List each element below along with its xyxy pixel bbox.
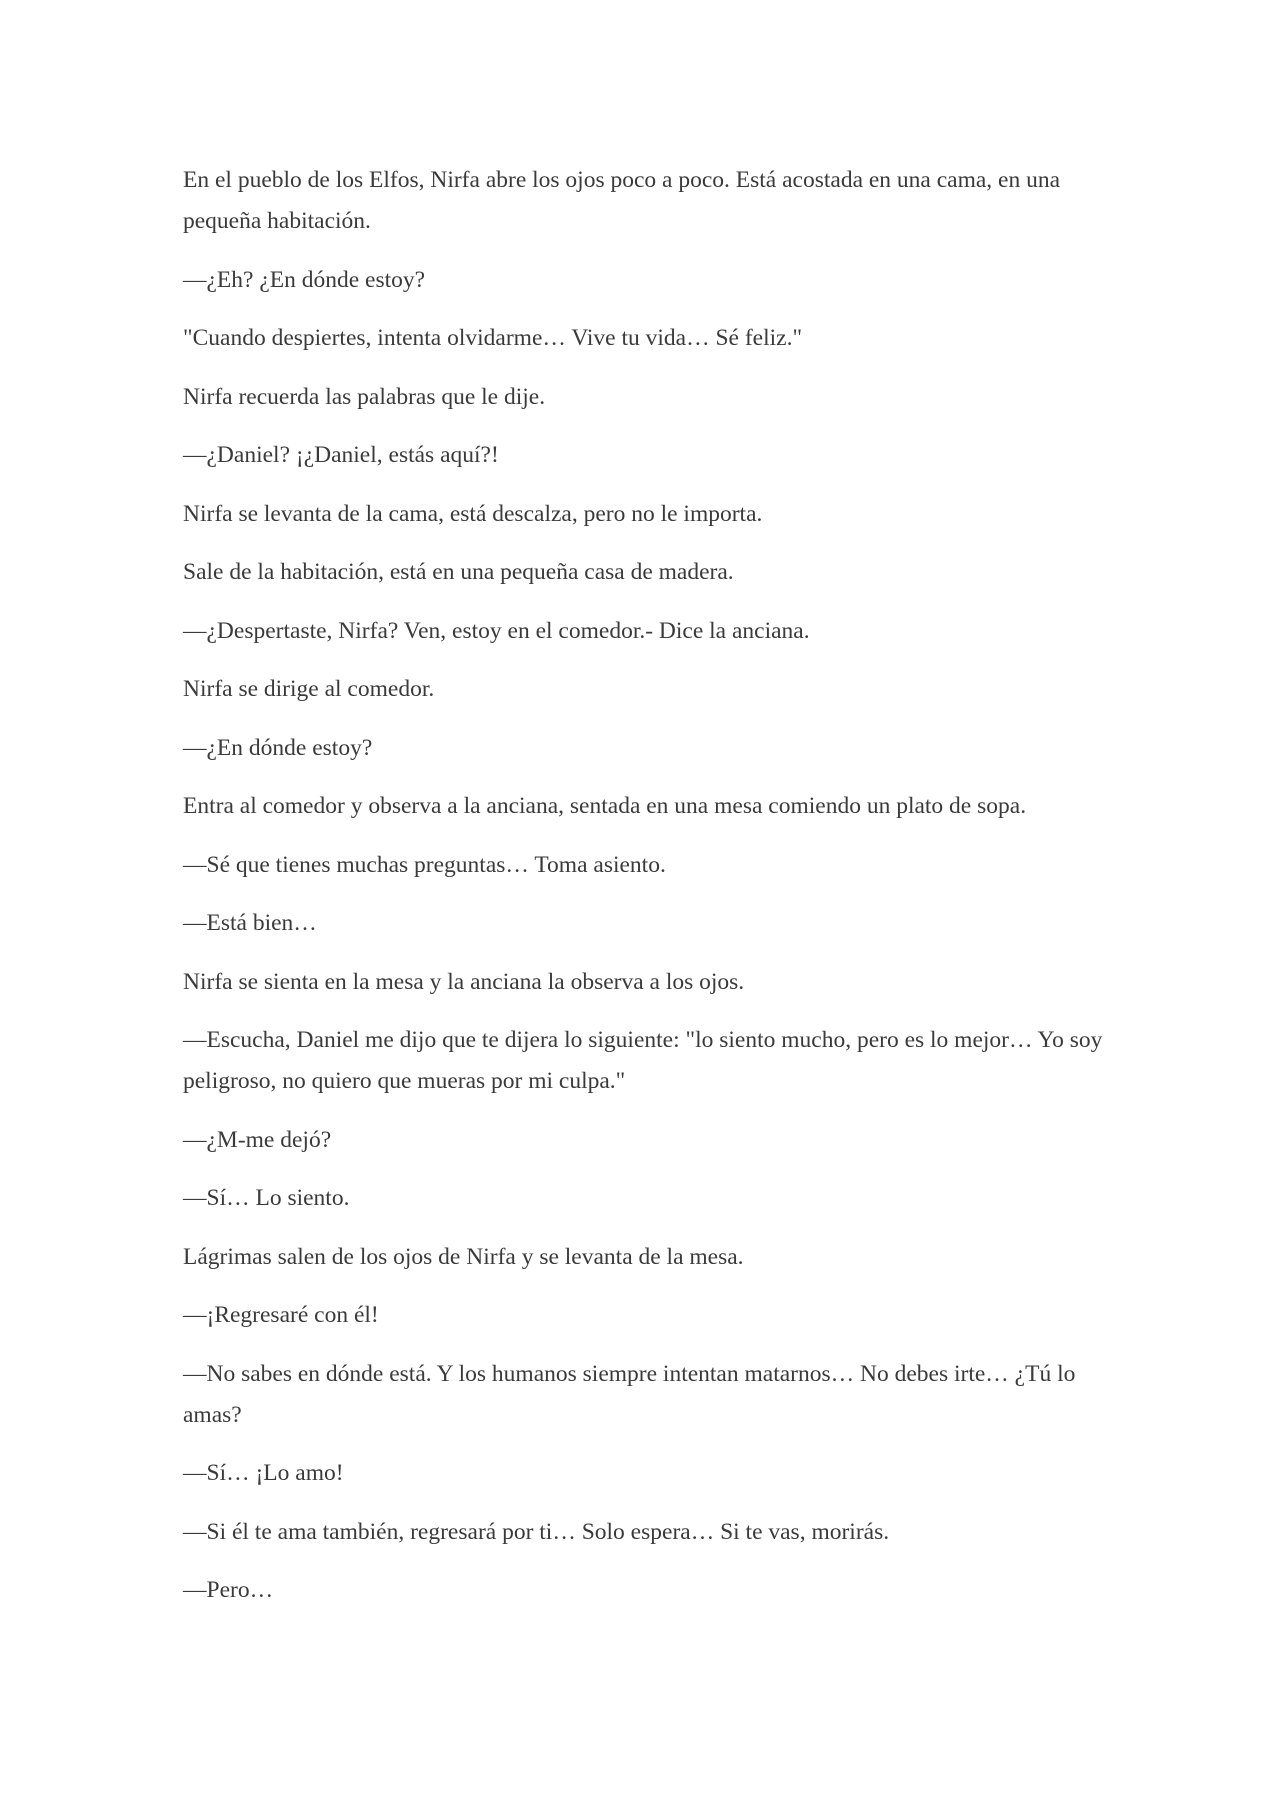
paragraph-11: Entra al comedor y observa a la anciana, sentada en una mesa comiendo un plato de sopa. xyxy=(183,793,1027,819)
paragraph-7: Sale de la habitación, está en una pequeña casa de madera. xyxy=(183,559,734,585)
paragraph-13: —Está bien… xyxy=(183,910,317,936)
paragraph-20: —No sabes en dónde está. Y los humanos siempre intentan matarnos… No debes irte… ¿Tú lo amas? xyxy=(183,1360,1076,1428)
document-body xyxy=(183,160,1108,1629)
paragraph-5: —¿Daniel? ¡¿Daniel, estás aquí?! xyxy=(183,442,499,468)
paragraph-14: Nirfa se sienta en la mesa y la anciana la observa a los ojos. xyxy=(183,968,745,995)
paragraph-16: —¿M-me dejó? xyxy=(183,1126,332,1153)
paragraph-23: —Pero… xyxy=(183,1577,274,1603)
paragraph-19: —¡Regresaré con él! xyxy=(183,1302,379,1328)
paragraph-2: —¿Eh? ¿En dónde estoy? xyxy=(183,266,426,293)
paragraph-10: —¿En dónde estoy? xyxy=(183,734,373,761)
paragraph-8: —¿Despertaste, Nirfa? Ven, estoy en el comedor.- Dice la anciana. xyxy=(183,617,810,644)
paragraph-3: "Cuando despiertes, intenta olvidarme… Vive tu vida… Sé feliz." xyxy=(183,325,803,351)
paragraph-1: En el pueblo de los Elfos, Nirfa abre los ojos poco a poco. Está acostada en una cama, en una pequeña habitación. xyxy=(183,167,1061,234)
paragraph-12: —Sé que tienes muchas preguntas… Toma asiento. xyxy=(183,851,666,878)
paragraph-4: Nirfa recuerda las palabras que le dije. xyxy=(183,383,546,410)
paragraph-21: —Sí… ¡Lo amo! xyxy=(183,1460,344,1486)
paragraph-22: —Si él te ama también, regresará por ti… Solo espera… Si te vas, morirás. xyxy=(183,1518,890,1545)
paragraph-9: Nirfa se dirige al comedor. xyxy=(183,676,435,702)
paragraph-15: —Escucha, Daniel me dijo que te dijera lo siguiente: "lo siento mucho, pero es lo mejor… Yo soy peligroso, no quiero que mueras por mi culpa." xyxy=(183,1027,1103,1094)
paragraph-6: Nirfa se levanta de la cama, está descalza, pero no le importa. xyxy=(183,500,763,527)
paragraph-18: Lágrimas salen de los ojos de Nirfa y se levanta de la mesa. xyxy=(183,1243,744,1270)
paragraph-17: —Sí… Lo siento. xyxy=(183,1185,350,1211)
